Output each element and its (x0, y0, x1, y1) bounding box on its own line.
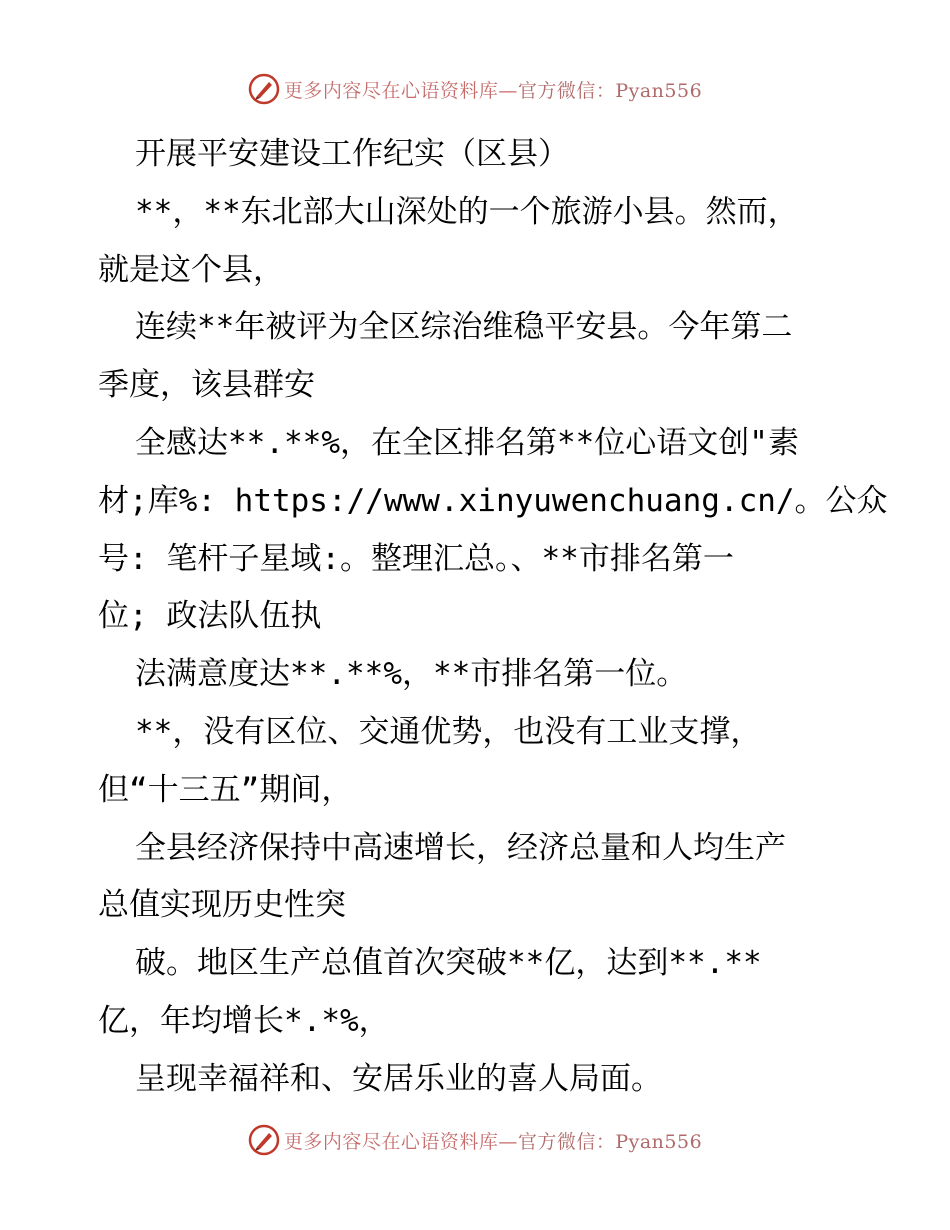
doc-line: 全感达**.**%，在全区排名第**位心语文创"素 (135, 424, 799, 461)
doc-line: 全县经济保持中高速增长，经济总量和人均生产 (135, 829, 786, 866)
doc-line: 开展平安建设工作纪实（区县） (135, 136, 569, 172)
watermark-text (284, 76, 702, 103)
watermark-main-text: 更多内容尽在心语资料库— (283, 1130, 518, 1153)
doc-line: **，没有区位、交通优势，也没有工业支撑， (135, 713, 762, 750)
document-body (98, 126, 888, 1109)
watermark-wechat-text: 官方微信：Pyan556 (517, 79, 703, 102)
doc-line: 位; 政法队伍执 (98, 598, 322, 635)
doc-line: **，**东北部大山深处的一个旅游小县。然而， (135, 193, 799, 230)
doc-line: 季度，该县群安 (98, 367, 315, 404)
pen-logo-icon (248, 73, 280, 105)
footer-watermark-banner (0, 1123, 950, 1157)
doc-line: 连续**年被评为全区综治维稳平安县。今年第二 (135, 309, 793, 346)
doc-line: 就是这个县， (98, 251, 284, 288)
doc-line: 号: 笔杆子星域:。整理汇总。、**市排名第一 (98, 540, 734, 577)
doc-line: 总值实现历史性突 (98, 887, 346, 924)
watermark-text (284, 1127, 702, 1154)
doc-line: 但“十三五”期间， (98, 771, 353, 808)
pen-logo-icon (248, 1124, 280, 1156)
watermark-main-text: 更多内容尽在心语资料库— (283, 79, 518, 102)
doc-line: 法满意度达**.**%，**市排名第一位。 (135, 656, 688, 693)
header-watermark-banner (0, 72, 950, 106)
watermark-wechat-text: 官方微信：Pyan556 (517, 1130, 703, 1153)
doc-line: 亿，年均增长*.*%， (98, 1002, 390, 1039)
doc-line: 破。地区生产总值首次突破**亿，达到**.** (135, 945, 762, 982)
doc-line: 呈现幸福祥和、安居乐业的喜人局面。 (135, 1060, 662, 1097)
doc-line: 材;库%: https://www.xinyuwenchuang.cn/。公众 (98, 482, 888, 519)
